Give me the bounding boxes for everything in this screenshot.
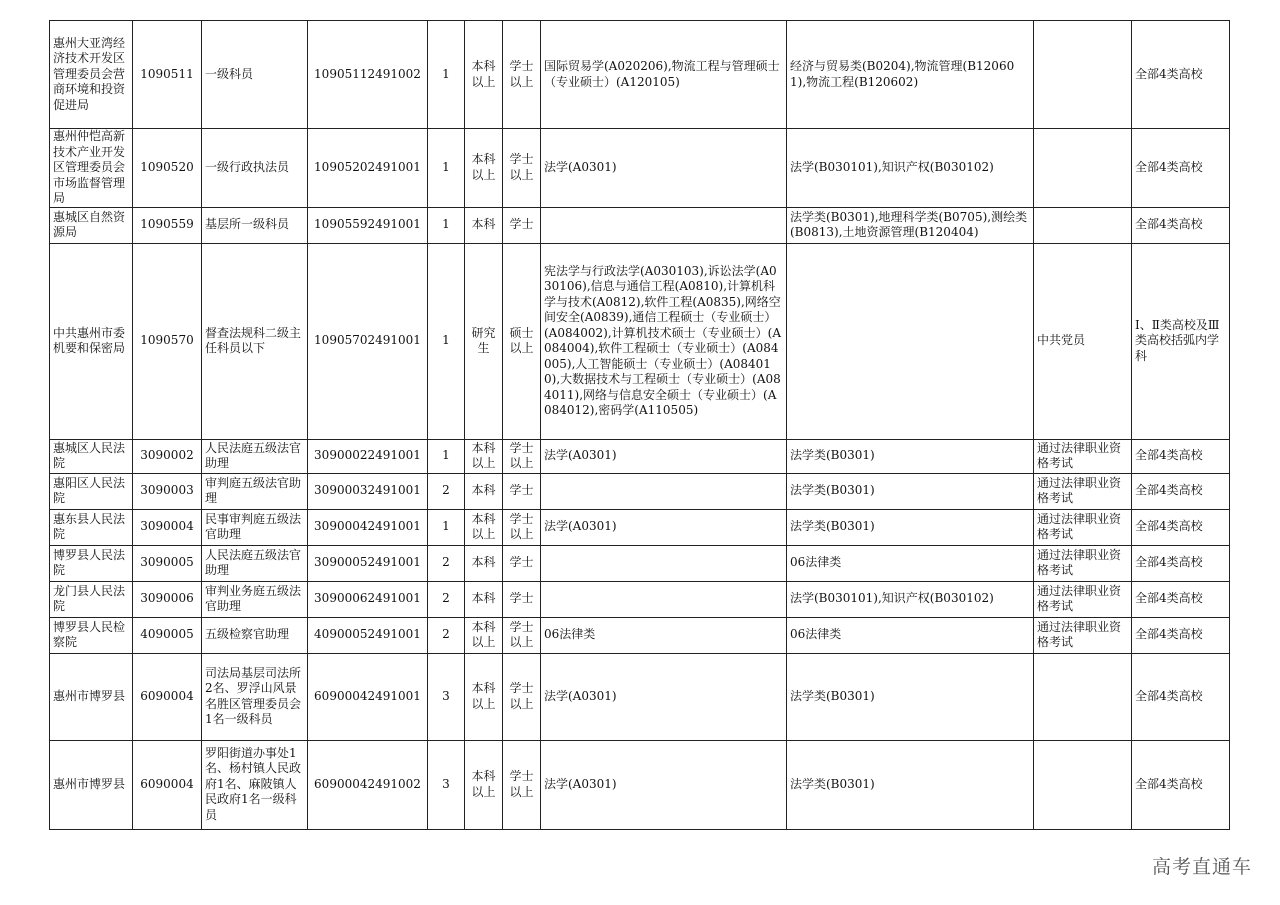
position-cell: 一级行政执法员 <box>202 129 308 208</box>
table-row <box>50 129 1230 208</box>
major-grad-cell: 法学(A0301) <box>541 129 787 208</box>
count-cell: 2 <box>428 545 465 581</box>
position-cell: 一级科员 <box>202 21 308 129</box>
major-grad-cell: 法学(A0301) <box>541 740 787 829</box>
major-undergrad-cell: 法学(B030101),知识产权(B030102) <box>787 581 1034 617</box>
school-type-cell: 全部4类高校 <box>1132 545 1230 581</box>
other-requirement-cell <box>1034 653 1132 740</box>
unit-cell: 惠州市博罗县 <box>50 653 133 740</box>
education-cell: 本科 <box>465 581 503 617</box>
education-cell: 研究生 <box>465 243 503 439</box>
position-code-cell: 30900062491001 <box>308 581 428 617</box>
count-cell: 1 <box>428 243 465 439</box>
education-cell: 本科以上 <box>465 509 503 545</box>
degree-cell: 学士 <box>503 581 541 617</box>
watermark: 高考直通车 <box>1151 856 1252 878</box>
position-code-cell: 10905112491002 <box>308 21 428 129</box>
position-code-cell: 40900052491001 <box>308 617 428 653</box>
major-undergrad-cell: 法学类(B0301) <box>787 473 1034 509</box>
dept-code-cell: 3090003 <box>133 473 202 509</box>
major-undergrad-cell <box>787 243 1034 439</box>
position-cell: 民事审判庭五级法官助理 <box>202 509 308 545</box>
table-body <box>50 21 1230 830</box>
dept-code-cell: 6090004 <box>133 740 202 829</box>
table-row <box>50 740 1230 829</box>
table-row <box>50 581 1230 617</box>
unit-cell: 惠州仲恺高新技术产业开发区管理委员会市场监督管理局 <box>50 129 133 208</box>
major-undergrad-cell: 法学类(B0301) <box>787 439 1034 473</box>
position-code-cell: 30900052491001 <box>308 545 428 581</box>
other-requirement-cell: 通过法律职业资格考试 <box>1034 617 1132 653</box>
count-cell: 2 <box>428 617 465 653</box>
degree-cell: 学士以上 <box>503 617 541 653</box>
position-code-cell: 10905202491001 <box>308 129 428 208</box>
major-grad-cell: 宪法学与行政法学(A030103),诉讼法学(A030106),信息与通信工程(A0810),计算机科学与技术(A0812),软件工程(A0835),网络空间安全(A0839),通信工程硕士（专业硕士）(A084002),计算机技术硕士（专业硕士）(A084004),软件工程硕士（专业硕士）(A084005),人工智能硕士（专业硕士）(A084010),大数据技术与工程硕士（专业硕士）(A084011),网络与信息安全硕士（专业硕士）(A084012),密码学(A110505) <box>541 243 787 439</box>
unit-cell: 龙门县人民法院 <box>50 581 133 617</box>
position-code-cell: 60900042491002 <box>308 740 428 829</box>
position-code-cell: 30900032491001 <box>308 473 428 509</box>
major-grad-cell <box>541 473 787 509</box>
position-cell: 五级检察官助理 <box>202 617 308 653</box>
position-cell: 司法局基层司法所2名、罗浮山风景名胜区管理委员会1名一级科员 <box>202 653 308 740</box>
dept-code-cell: 4090005 <box>133 617 202 653</box>
education-cell: 本科以上 <box>465 129 503 208</box>
dept-code-cell: 1090520 <box>133 129 202 208</box>
dept-code-cell: 1090559 <box>133 207 202 243</box>
degree-cell: 学士以上 <box>503 129 541 208</box>
position-code-cell: 10905702491001 <box>308 243 428 439</box>
table-row <box>50 653 1230 740</box>
major-undergrad-cell: 06法律类 <box>787 545 1034 581</box>
position-cell: 审判庭五级法官助理 <box>202 473 308 509</box>
position-code-cell: 30900022491001 <box>308 439 428 473</box>
count-cell: 3 <box>428 740 465 829</box>
table-row <box>50 545 1230 581</box>
major-grad-cell: 法学(A0301) <box>541 653 787 740</box>
degree-cell: 学士以上 <box>503 740 541 829</box>
position-code-cell: 30900042491001 <box>308 509 428 545</box>
count-cell: 2 <box>428 581 465 617</box>
dept-code-cell: 1090511 <box>133 21 202 129</box>
major-undergrad-cell: 法学类(B0301) <box>787 653 1034 740</box>
major-grad-cell: 06法律类 <box>541 617 787 653</box>
major-undergrad-cell: 法学类(B0301) <box>787 509 1034 545</box>
other-requirement-cell: 通过法律职业资格考试 <box>1034 581 1132 617</box>
unit-cell: 惠州市博罗县 <box>50 740 133 829</box>
major-grad-cell <box>541 207 787 243</box>
table-row <box>50 243 1230 439</box>
school-type-cell: 全部4类高校 <box>1132 439 1230 473</box>
count-cell: 1 <box>428 129 465 208</box>
unit-cell: 中共惠州市委机要和保密局 <box>50 243 133 439</box>
unit-cell: 惠州大亚湾经济技术开发区管理委员会营商环境和投资促进局 <box>50 21 133 129</box>
degree-cell: 学士 <box>503 473 541 509</box>
school-type-cell: 全部4类高校 <box>1132 473 1230 509</box>
education-cell: 本科以上 <box>465 617 503 653</box>
school-type-cell: 全部4类高校 <box>1132 129 1230 208</box>
unit-cell: 惠城区人民法院 <box>50 439 133 473</box>
major-undergrad-cell: 06法律类 <box>787 617 1034 653</box>
major-grad-cell <box>541 545 787 581</box>
other-requirement-cell <box>1034 207 1132 243</box>
count-cell: 2 <box>428 473 465 509</box>
other-requirement-cell: 通过法律职业资格考试 <box>1034 509 1132 545</box>
degree-cell: 学士以上 <box>503 21 541 129</box>
major-grad-cell: 法学(A0301) <box>541 509 787 545</box>
position-cell: 人民法庭五级法官助理 <box>202 439 308 473</box>
dept-code-cell: 6090004 <box>133 653 202 740</box>
major-grad-cell <box>541 581 787 617</box>
major-grad-cell: 国际贸易学(A020206),物流工程与管理硕士（专业硕士）(A120105) <box>541 21 787 129</box>
degree-cell: 学士以上 <box>503 653 541 740</box>
dept-code-cell: 3090005 <box>133 545 202 581</box>
position-cell: 审判业务庭五级法官助理 <box>202 581 308 617</box>
unit-cell: 惠阳区人民法院 <box>50 473 133 509</box>
other-requirement-cell <box>1034 21 1132 129</box>
degree-cell: 硕士以上 <box>503 243 541 439</box>
other-requirement-cell <box>1034 740 1132 829</box>
school-type-cell: 全部4类高校 <box>1132 617 1230 653</box>
other-requirement-cell: 中共党员 <box>1034 243 1132 439</box>
major-undergrad-cell: 法学类(B0301),地理科学类(B0705),测绘类(B0813),土地资源管理(B120404) <box>787 207 1034 243</box>
dept-code-cell: 3090004 <box>133 509 202 545</box>
dept-code-cell: 3090006 <box>133 581 202 617</box>
degree-cell: 学士以上 <box>503 439 541 473</box>
position-code-cell: 60900042491001 <box>308 653 428 740</box>
major-grad-cell: 法学(A0301) <box>541 439 787 473</box>
count-cell: 1 <box>428 207 465 243</box>
position-cell: 人民法庭五级法官助理 <box>202 545 308 581</box>
degree-cell: 学士 <box>503 207 541 243</box>
school-type-cell: 全部4类高校 <box>1132 21 1230 129</box>
count-cell: 3 <box>428 653 465 740</box>
recruitment-table <box>49 20 1230 830</box>
other-requirement-cell: 通过法律职业资格考试 <box>1034 473 1132 509</box>
position-cell: 罗阳街道办事处1名、杨村镇人民政府1名、麻陂镇人民政府1名一级科员 <box>202 740 308 829</box>
dept-code-cell: 3090002 <box>133 439 202 473</box>
count-cell: 1 <box>428 509 465 545</box>
school-type-cell: 全部4类高校 <box>1132 509 1230 545</box>
position-cell: 基层所一级科员 <box>202 207 308 243</box>
table-row <box>50 509 1230 545</box>
education-cell: 本科 <box>465 207 503 243</box>
table-row <box>50 473 1230 509</box>
table-row <box>50 439 1230 473</box>
degree-cell: 学士 <box>503 545 541 581</box>
other-requirement-cell: 通过法律职业资格考试 <box>1034 545 1132 581</box>
unit-cell: 惠城区自然资源局 <box>50 207 133 243</box>
position-code-cell: 10905592491001 <box>308 207 428 243</box>
education-cell: 本科以上 <box>465 21 503 129</box>
unit-cell: 博罗县人民法院 <box>50 545 133 581</box>
table-row <box>50 207 1230 243</box>
school-type-cell: Ⅰ、Ⅱ类高校及Ⅲ类高校括弧内学科 <box>1132 243 1230 439</box>
education-cell: 本科 <box>465 473 503 509</box>
unit-cell: 博罗县人民检察院 <box>50 617 133 653</box>
count-cell: 1 <box>428 439 465 473</box>
other-requirement-cell <box>1034 129 1132 208</box>
education-cell: 本科以上 <box>465 439 503 473</box>
major-undergrad-cell: 法学类(B0301) <box>787 740 1034 829</box>
table-row <box>50 21 1230 129</box>
position-cell: 督查法规科二级主任科员以下 <box>202 243 308 439</box>
unit-cell: 惠东县人民法院 <box>50 509 133 545</box>
education-cell: 本科以上 <box>465 653 503 740</box>
major-undergrad-cell: 经济与贸易类(B0204),物流管理(B120601),物流工程(B120602) <box>787 21 1034 129</box>
dept-code-cell: 1090570 <box>133 243 202 439</box>
school-type-cell: 全部4类高校 <box>1132 653 1230 740</box>
major-undergrad-cell: 法学(B030101),知识产权(B030102) <box>787 129 1034 208</box>
school-type-cell: 全部4类高校 <box>1132 207 1230 243</box>
other-requirement-cell: 通过法律职业资格考试 <box>1034 439 1132 473</box>
table-row <box>50 617 1230 653</box>
education-cell: 本科 <box>465 545 503 581</box>
count-cell: 1 <box>428 21 465 129</box>
degree-cell: 学士以上 <box>503 509 541 545</box>
education-cell: 本科以上 <box>465 740 503 829</box>
school-type-cell: 全部4类高校 <box>1132 740 1230 829</box>
school-type-cell: 全部4类高校 <box>1132 581 1230 617</box>
